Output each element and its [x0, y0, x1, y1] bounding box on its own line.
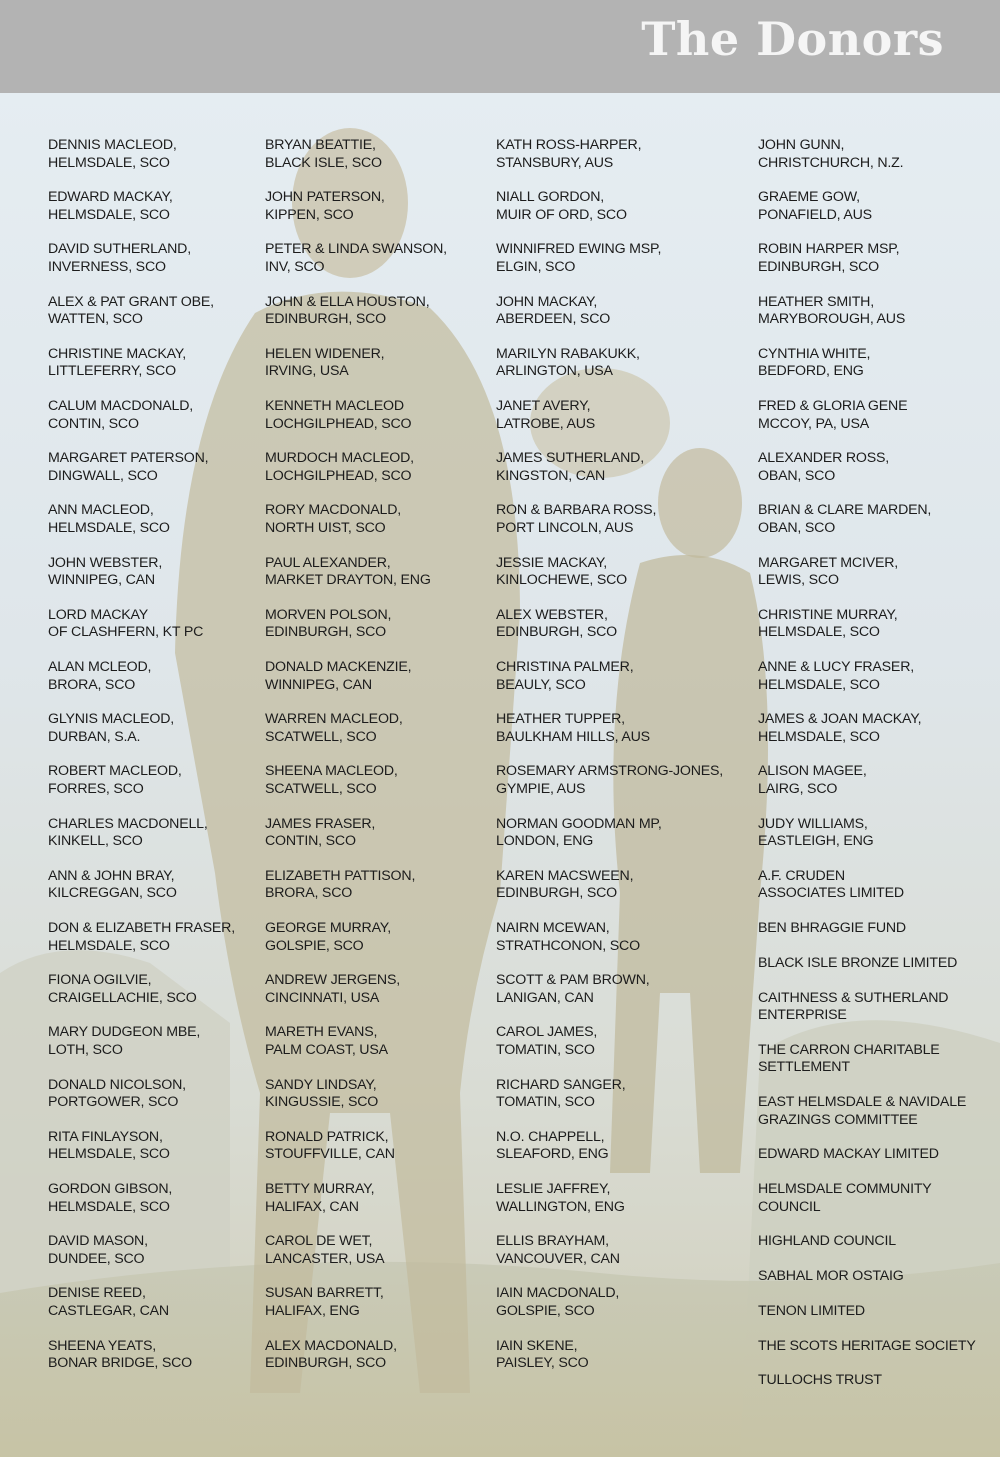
donor-location: HELMSDALE, SCO	[48, 206, 170, 223]
donor-entry	[496, 450, 751, 485]
donor-location: KINGSTON, CAN	[496, 467, 606, 484]
donor-name: NORMAN GOODMAN MP,	[496, 815, 662, 832]
donor-entry	[758, 294, 993, 329]
donor-location: DUNDEE, SCO	[48, 1250, 145, 1267]
donor-name: SANDY LINDSAY,	[265, 1076, 377, 1093]
donor-location: WINNIPEG, CAN	[48, 572, 155, 589]
donor-location: INV, SCO	[265, 258, 325, 275]
donor-entry	[496, 1338, 751, 1373]
donor-name: EDWARD MACKAY,	[48, 189, 173, 206]
donor-entry	[48, 659, 253, 694]
donor-entry	[758, 659, 993, 694]
donor-entry	[265, 1338, 490, 1373]
donor-entry	[265, 189, 490, 224]
donor-location: SETTLEMENT	[758, 1059, 850, 1076]
donor-name: EDWARD MACKAY LIMITED	[758, 1146, 939, 1163]
donor-name: TENON LIMITED	[758, 1302, 865, 1319]
donor-entry	[758, 555, 993, 590]
donor-name: CAROL JAMES,	[496, 1024, 598, 1041]
donor-name: WINNIFRED EWING MSP,	[496, 241, 662, 258]
donor-location: LAIRG, SCO	[758, 780, 838, 797]
donor-name: BRIAN & CLARE MARDEN,	[758, 502, 932, 519]
donor-location: MARYBOROUGH, AUS	[758, 311, 906, 328]
donor-location: LANCASTER, USA	[265, 1250, 385, 1267]
donor-location: LOCHGILPHEAD, SCO	[265, 467, 412, 484]
donor-entry	[265, 346, 490, 381]
donor-entry	[265, 816, 490, 851]
donor-entry	[496, 1285, 751, 1320]
donor-location: KILCREGGAN, SCO	[48, 885, 177, 902]
donor-entry	[48, 450, 253, 485]
donor-name: RICHARD SANGER,	[496, 1076, 626, 1093]
donor-entry	[48, 1024, 253, 1059]
donor-location: OF CLASHFERN, KT PC	[48, 624, 204, 641]
donor-entry	[758, 398, 993, 433]
donor-location: EDINBURGH, SCO	[265, 311, 386, 328]
donor-entry	[265, 1233, 490, 1268]
donor-name: HELMSDALE COMMUNITY	[758, 1181, 932, 1197]
donor-name: A.F. CRUDEN	[758, 867, 845, 884]
donor-entry	[496, 659, 751, 694]
donor-name: CHRISTINE MACKAY,	[48, 345, 186, 362]
donor-entry	[758, 502, 993, 537]
donor-entry	[48, 1181, 253, 1216]
donor-location: HELMSDALE, SCO	[48, 154, 170, 171]
donor-location: SLEAFORD, ENG	[496, 1146, 609, 1163]
donor-name: PAUL ALEXANDER,	[265, 554, 391, 571]
donor-entry	[265, 659, 490, 694]
donor-location: KINKELL, SCO	[48, 833, 143, 850]
donor-location: ELGIN, SCO	[496, 258, 576, 275]
donor-location: MCCOY, PA, USA	[758, 415, 869, 432]
donor-entry	[758, 920, 993, 938]
donor-location: KINGUSSIE, SCO	[265, 1094, 379, 1111]
donor-location: NORTH UIST, SCO	[265, 519, 386, 536]
donor-entry	[496, 1233, 751, 1268]
donor-location: LITTLEFERRY, SCO	[48, 363, 176, 380]
donor-location: VANCOUVER, CAN	[496, 1250, 620, 1267]
donor-location: KINLOCHEWE, SCO	[496, 572, 628, 589]
donor-name: CHRISTINE MURRAY,	[758, 606, 898, 623]
donor-name: GORDON GIBSON,	[48, 1181, 173, 1197]
donor-entry	[265, 137, 490, 172]
donor-entry	[758, 711, 993, 746]
donor-name: MARILYN RABAKUKK,	[496, 345, 640, 362]
donor-entry	[48, 1285, 253, 1320]
donor-entry	[758, 763, 993, 798]
donor-entry	[265, 711, 490, 746]
donor-entry	[496, 868, 751, 903]
donor-entry	[496, 763, 751, 798]
donor-name: GEORGE MURRAY,	[265, 920, 391, 936]
page-title: The Donors	[641, 12, 944, 66]
donor-name: ROSEMARY ARMSTRONG-JONES,	[496, 763, 724, 780]
donor-name: MARGARET PATERSON,	[48, 450, 209, 467]
donor-location: SCATWELL, SCO	[265, 728, 377, 745]
donor-entry	[48, 189, 253, 224]
donor-location: LEWIS, SCO	[758, 572, 839, 589]
donor-location: GOLSPIE, SCO	[496, 1302, 595, 1319]
donor-name: HELEN WIDENER,	[265, 345, 385, 362]
donor-entry	[496, 502, 751, 537]
donor-location: HALIFAX, CAN	[265, 1198, 359, 1215]
donor-location: PONAFIELD, AUS	[758, 206, 872, 223]
donor-name: BETTY MURRAY,	[265, 1181, 375, 1197]
donor-location: GRAZINGS COMMITTEE	[758, 1111, 918, 1128]
donor-name: ANN & JOHN BRAY,	[48, 867, 175, 884]
donor-name: KAREN MACSWEEN,	[496, 867, 634, 884]
donor-entry	[265, 920, 490, 955]
donor-name: DAVID MASON,	[48, 1233, 148, 1250]
donor-entry	[48, 502, 253, 537]
donor-location: MARKET DRAYTON, ENG	[265, 572, 431, 589]
donor-entry	[496, 1181, 751, 1216]
donor-name: DAVID SUTHERLAND,	[48, 241, 191, 258]
donor-location: INVERNESS, SCO	[48, 258, 166, 275]
donor-name: ANN MACLEOD,	[48, 502, 154, 519]
donor-name: THE CARRON CHARITABLE	[758, 1041, 940, 1058]
donor-name: TULLOCHS TRUST	[758, 1372, 882, 1389]
donor-location: MUIR OF ORD, SCO	[496, 206, 627, 223]
donor-location: ABERDEEN, SCO	[496, 311, 611, 328]
donor-entry	[758, 241, 993, 276]
donor-entry	[48, 1338, 253, 1373]
donor-location: BRORA, SCO	[265, 885, 353, 902]
donor-name: JOHN & ELLA HOUSTON,	[265, 293, 430, 310]
donor-name: THE SCOTS HERITAGE SOCIETY	[758, 1337, 976, 1354]
donor-location: ENTERPRISE	[758, 1007, 847, 1024]
donor-name: ALEXANDER ROSS,	[758, 450, 890, 467]
donor-name: DONALD MACKENZIE,	[265, 659, 412, 675]
donor-location: GOLSPIE, SCO	[265, 937, 364, 954]
donor-location: HELMSDALE, SCO	[48, 1198, 170, 1215]
donor-entry	[496, 711, 751, 746]
donor-name: CHARLES MACDONELL,	[48, 815, 208, 832]
donor-name: DENISE REED,	[48, 1285, 146, 1302]
donor-entry	[48, 137, 253, 172]
donor-location: HELMSDALE, SCO	[48, 937, 170, 954]
donor-location: BAULKHAM HILLS, AUS	[496, 728, 650, 745]
donor-location: ARLINGTON, USA	[496, 363, 613, 380]
donor-name: FRED & GLORIA GENE	[758, 398, 908, 414]
donor-name: HIGHLAND COUNCIL	[758, 1233, 896, 1250]
donor-entry	[265, 502, 490, 537]
donor-location: WATTEN, SCO	[48, 311, 143, 328]
donor-entry	[758, 1181, 993, 1216]
donor-location: PORTGOWER, SCO	[48, 1094, 179, 1111]
donor-name: KATH ROSS-HARPER,	[496, 137, 642, 153]
donor-location: CONTIN, SCO	[48, 415, 139, 432]
donor-name: JUDY WILLIAMS,	[758, 815, 868, 832]
donor-location: CHRISTCHURCH, N.Z.	[758, 154, 904, 171]
donor-location: SCATWELL, SCO	[265, 780, 377, 797]
donor-location: OBAN, SCO	[758, 467, 836, 484]
donor-name: SHEENA MACLEOD,	[265, 763, 398, 780]
donor-location: EDINBURGH, SCO	[265, 1355, 386, 1372]
donor-entry	[265, 868, 490, 903]
donor-entry	[496, 241, 751, 276]
donor-location: LOCHGILPHEAD, SCO	[265, 415, 412, 432]
donor-name: DONALD NICOLSON,	[48, 1076, 186, 1093]
donor-name: CAITHNESS & SUTHERLAND	[758, 989, 949, 1006]
donor-location: CINCINNATI, USA	[265, 989, 380, 1006]
donor-entry	[496, 816, 751, 851]
donor-entry	[48, 294, 253, 329]
donor-location: EDINBURGH, SCO	[496, 885, 617, 902]
donor-location: EASTLEIGH, ENG	[758, 833, 874, 850]
donor-entry	[48, 241, 253, 276]
donor-location: KIPPEN, SCO	[265, 206, 354, 223]
donor-entry	[496, 189, 751, 224]
donor-entry	[48, 555, 253, 590]
donor-name: LESLIE JAFFREY,	[496, 1181, 611, 1197]
donor-entry	[48, 1077, 253, 1112]
donor-name: ELIZABETH PATTISON,	[265, 867, 416, 884]
donor-name: ALEX & PAT GRANT OBE,	[48, 293, 214, 310]
donor-entry	[265, 241, 490, 276]
donor-name: DENNIS MACLEOD,	[48, 137, 177, 153]
donor-name: JAMES & JOAN MACKAY,	[758, 711, 922, 728]
donor-entry	[758, 450, 993, 485]
donor-entry	[758, 816, 993, 851]
donor-location: PAISLEY, SCO	[496, 1355, 589, 1372]
donor-name: ALEX MACDONALD,	[265, 1337, 397, 1354]
donor-name: SABHAL MOR OSTAIG	[758, 1268, 904, 1284]
donor-entry	[496, 137, 751, 172]
donor-location: TOMATIN, SCO	[496, 1094, 595, 1111]
donor-entry	[758, 607, 993, 642]
donor-location: CONTIN, SCO	[265, 833, 356, 850]
donor-entry	[48, 816, 253, 851]
donor-name: N.O. CHAPPELL,	[496, 1128, 605, 1145]
donor-location: BONAR BRIDGE, SCO	[48, 1355, 193, 1372]
donor-location: PALM COAST, USA	[265, 1041, 388, 1058]
donor-location: FORRES, SCO	[48, 780, 144, 797]
donor-name: DON & ELIZABETH FRASER,	[48, 920, 235, 936]
donor-location: HELMSDALE, SCO	[758, 728, 880, 745]
donor-location: TOMATIN, SCO	[496, 1041, 595, 1058]
donor-entry	[48, 1129, 253, 1164]
donor-entry	[265, 1077, 490, 1112]
donor-name: JOHN GUNN,	[758, 137, 845, 153]
donor-location: HALIFAX, ENG	[265, 1302, 360, 1319]
donor-name: CAROL DE WET,	[265, 1233, 373, 1250]
donor-entry	[265, 1129, 490, 1164]
donor-entry	[758, 868, 993, 903]
donor-entry	[48, 920, 253, 955]
donor-name: JANET AVERY,	[496, 398, 591, 414]
donor-name: CYNTHIA WHITE,	[758, 345, 871, 362]
donor-entry	[48, 868, 253, 903]
donor-location: STRATHCONON, SCO	[496, 937, 640, 954]
donor-name: JAMES FRASER,	[265, 815, 376, 832]
donor-name: ROBERT MACLEOD,	[48, 763, 182, 780]
donor-location: GYMPIE, AUS	[496, 780, 586, 797]
donor-entry	[496, 555, 751, 590]
donor-name: MARGARET MCIVER,	[758, 554, 899, 571]
donor-name: ELLIS BRAYHAM,	[496, 1233, 609, 1250]
donor-name: GLYNIS MACLEOD,	[48, 711, 175, 728]
donor-name: MARY DUDGEON MBE,	[48, 1024, 201, 1041]
donor-name: KENNETH MACLEOD	[265, 398, 404, 414]
donor-name: NAIRN MCEWAN,	[496, 920, 610, 936]
donor-location: BEDFORD, ENG	[758, 363, 864, 380]
donor-name: ANDREW JERGENS,	[265, 972, 400, 989]
donor-entry	[265, 450, 490, 485]
donor-entry	[758, 1338, 993, 1356]
donor-name: SUSAN BARRETT,	[265, 1285, 384, 1302]
donor-name: ALISON MAGEE,	[758, 763, 867, 780]
donor-entry	[496, 1024, 751, 1059]
donor-entry	[758, 1268, 993, 1286]
donor-location: HELMSDALE, SCO	[48, 1146, 170, 1163]
donor-location: LONDON, ENG	[496, 833, 594, 850]
donor-entry	[48, 763, 253, 798]
donor-entry	[496, 1129, 751, 1164]
donor-location: PORT LINCOLN, AUS	[496, 519, 634, 536]
donor-location: HELMSDALE, SCO	[758, 676, 880, 693]
donor-name: JAMES SUTHERLAND,	[496, 450, 644, 467]
donor-name: ALEX WEBSTER,	[496, 606, 608, 623]
donor-name: RITA FINLAYSON,	[48, 1128, 163, 1145]
donor-name: LORD MACKAY	[48, 606, 149, 623]
donor-name: EAST HELMSDALE & NAVIDALE	[758, 1094, 967, 1110]
donor-name: ROBIN HARPER MSP,	[758, 241, 900, 258]
donor-name: ANNE & LUCY FRASER,	[758, 659, 914, 675]
donor-name: PETER & LINDA SWANSON,	[265, 241, 447, 258]
donor-name: SHEENA YEATS,	[48, 1337, 157, 1354]
donor-entry	[758, 346, 993, 381]
donor-entry	[496, 607, 751, 642]
donor-name: JOHN WEBSTER,	[48, 554, 163, 571]
donor-location: HELMSDALE, SCO	[758, 624, 880, 641]
donor-entry	[496, 920, 751, 955]
donor-location: CASTLEGAR, CAN	[48, 1302, 169, 1319]
donor-entry	[758, 189, 993, 224]
donor-entry	[265, 763, 490, 798]
donor-name: ALAN MCLEOD,	[48, 659, 152, 675]
donor-entry	[758, 1146, 993, 1164]
donor-entry	[758, 1042, 993, 1077]
donor-name: CHRISTINA PALMER,	[496, 659, 634, 675]
donor-location: DURBAN, S.A.	[48, 728, 141, 745]
donor-location: COUNCIL	[758, 1198, 821, 1215]
donor-name: MARETH EVANS,	[265, 1024, 378, 1041]
donor-entry	[758, 955, 993, 973]
donor-location: DINGWALL, SCO	[48, 467, 158, 484]
donor-location: EDINBURGH, SCO	[265, 624, 386, 641]
donor-name: WARREN MACLEOD,	[265, 711, 403, 728]
donor-location: BEAULY, SCO	[496, 676, 586, 693]
donor-name: MORVEN POLSON,	[265, 606, 392, 623]
donor-entry	[758, 990, 993, 1025]
donor-name: IAIN MACDONALD,	[496, 1285, 620, 1302]
donor-location: LATROBE, AUS	[496, 415, 596, 432]
donor-location: OBAN, SCO	[758, 519, 836, 536]
donor-location: BRORA, SCO	[48, 676, 136, 693]
donor-entry	[496, 346, 751, 381]
donor-location: EDINBURGH, SCO	[758, 258, 879, 275]
donor-location: LOTH, SCO	[48, 1041, 123, 1058]
donor-name: CALUM MACDONALD,	[48, 398, 193, 414]
donor-name: MURDOCH MACLEOD,	[265, 450, 414, 467]
donor-entry	[265, 1285, 490, 1320]
donor-name: HEATHER TUPPER,	[496, 711, 625, 728]
donor-entry	[265, 1024, 490, 1059]
donor-location: CRAIGELLACHIE, SCO	[48, 989, 197, 1006]
donor-name: HEATHER SMITH,	[758, 293, 874, 310]
donor-entry	[265, 294, 490, 329]
donor-name: IAIN SKENE,	[496, 1337, 578, 1354]
donor-entry	[496, 398, 751, 433]
donor-name: RON & BARBARA ROSS,	[496, 502, 657, 519]
donor-location: LANIGAN, CAN	[496, 989, 594, 1006]
donor-entry	[265, 972, 490, 1007]
donor-entry	[48, 1233, 253, 1268]
donor-name: BLACK ISLE BRONZE LIMITED	[758, 954, 958, 971]
donor-entry	[48, 346, 253, 381]
donor-entry	[496, 1077, 751, 1112]
donor-entry	[48, 711, 253, 746]
donor-name: BRYAN BEATTIE,	[265, 137, 376, 153]
donor-name: JOHN MACKAY,	[496, 293, 598, 310]
donor-location: STOUFFVILLE, CAN	[265, 1146, 395, 1163]
donor-location: HELMSDALE, SCO	[48, 519, 170, 536]
donor-location: WALLINGTON, ENG	[496, 1198, 625, 1215]
donor-entry	[48, 607, 253, 642]
donor-entry	[496, 972, 751, 1007]
donor-entry	[48, 398, 253, 433]
donor-entry	[496, 294, 751, 329]
donor-location: STANSBURY, AUS	[496, 154, 614, 171]
donor-entry	[265, 555, 490, 590]
donor-location: IRVING, USA	[265, 363, 349, 380]
donor-name: RORY MACDONALD,	[265, 502, 402, 519]
donor-entry	[758, 1094, 993, 1129]
donor-location: ASSOCIATES LIMITED	[758, 885, 904, 902]
donor-entry	[265, 1181, 490, 1216]
donor-entry	[758, 1303, 993, 1321]
donor-location: EDINBURGH, SCO	[496, 624, 617, 641]
donor-entry	[265, 398, 490, 433]
donor-entry	[758, 1372, 993, 1390]
donor-name: GRAEME GOW,	[758, 189, 860, 206]
donor-location: WINNIPEG, CAN	[265, 676, 372, 693]
donor-name: FIONA OGILVIE,	[48, 972, 152, 989]
donor-entry	[265, 607, 490, 642]
donor-name: JESSIE MACKAY,	[496, 554, 608, 571]
donor-entry	[48, 972, 253, 1007]
donor-name: NIALL GORDON,	[496, 189, 605, 206]
donor-location: BLACK ISLE, SCO	[265, 154, 382, 171]
donor-name: RONALD PATRICK,	[265, 1128, 389, 1145]
donor-entry	[758, 137, 993, 172]
donor-name: SCOTT & PAM BROWN,	[496, 972, 650, 989]
donor-name: JOHN PATERSON,	[265, 189, 385, 206]
donor-entry	[758, 1233, 993, 1251]
donor-name: BEN BHRAGGIE FUND	[758, 920, 906, 936]
